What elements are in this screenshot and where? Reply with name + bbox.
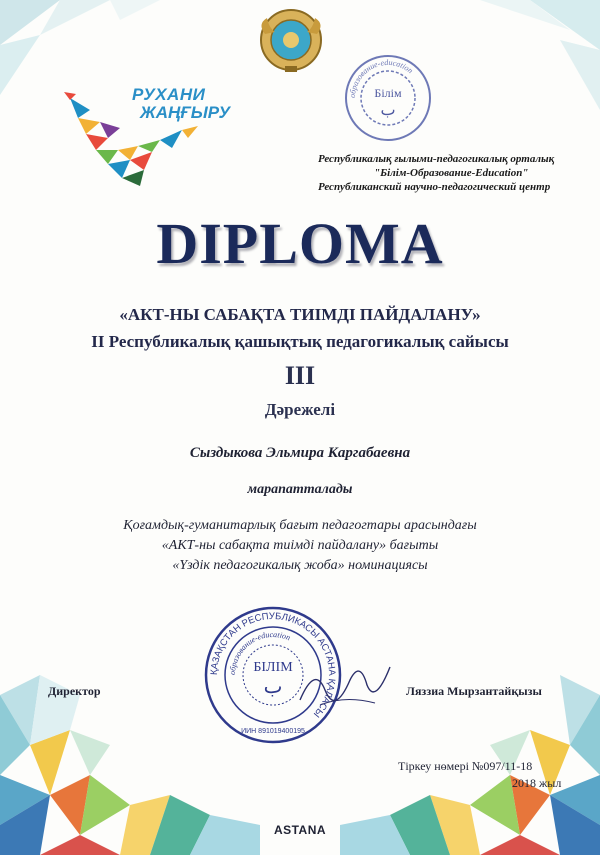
stamp-top-text: Білім — [374, 86, 402, 100]
top-right-mosaic — [440, 0, 600, 120]
stamp-inner-ring-text: образование-education — [227, 629, 292, 676]
contest-name: «АКТ-НЫ САБАҚТА ТИІМДІ ПАЙДАЛАНУ» — [119, 305, 481, 324]
bilim-stamp-top-icon — [343, 53, 433, 143]
logo-wordmark — [132, 86, 230, 122]
stamp-bin: ИИН 891019400195 — [241, 728, 305, 735]
national-emblem-icon — [255, 4, 327, 76]
stamp-ring-text: ҚАЗАҚСТАН РЕСПУБЛИКАСЫ АСТАНА ҚАЛАСЫ — [208, 610, 338, 720]
stamp-top-letter: ب — [380, 100, 396, 119]
diploma-title: DIPLOMA — [156, 211, 444, 276]
org-line-3: Республиканский научно-педагогический центр — [318, 181, 551, 193]
contest-description: II Республикалық қашықтық педагогикалық сайысы — [91, 332, 509, 351]
director-label: Директор — [48, 684, 101, 698]
director-signature — [295, 655, 395, 715]
stamp-letter: ب — [263, 674, 283, 698]
organization-block — [318, 152, 598, 194]
degree-value: III — [284, 361, 316, 390]
director-name: Ляззиа Мырзантайқызы — [406, 684, 542, 698]
registration-year: 2018 жыл — [512, 776, 562, 790]
org-line-2: "Білім-Образование-Education" — [374, 167, 529, 179]
stamp-center-text: БІЛІМ — [253, 660, 293, 675]
details-line-3: «Үздік педагогикалық жоба» номинациясы — [172, 558, 428, 573]
registration-number: Тіркеу нөмері №097/11-18 — [398, 759, 533, 773]
recipient-name: Сыздыкова Эльмира Каргабаевна — [189, 445, 411, 461]
details-line-1: Қоғамдық-гуманитарлық бағыт педагогтары арасындағы — [123, 518, 477, 533]
org-line-1: Республикалық ғылыми-педагогикалық орталық — [318, 153, 555, 165]
stamp-top-ring-text: образование-education — [347, 57, 415, 99]
details-line-2: «АКТ-ны сабақта тиімді пайдалану» бағыты — [161, 538, 439, 553]
logo-line-1: РУХАНИ — [132, 85, 206, 104]
degree-label: Дәрежелі — [264, 400, 336, 419]
awarded-text: марапатталады — [247, 482, 353, 497]
logo-line-2: ЖАҢҒЫРУ — [140, 103, 230, 122]
city-label: ASTANA — [273, 823, 327, 837]
